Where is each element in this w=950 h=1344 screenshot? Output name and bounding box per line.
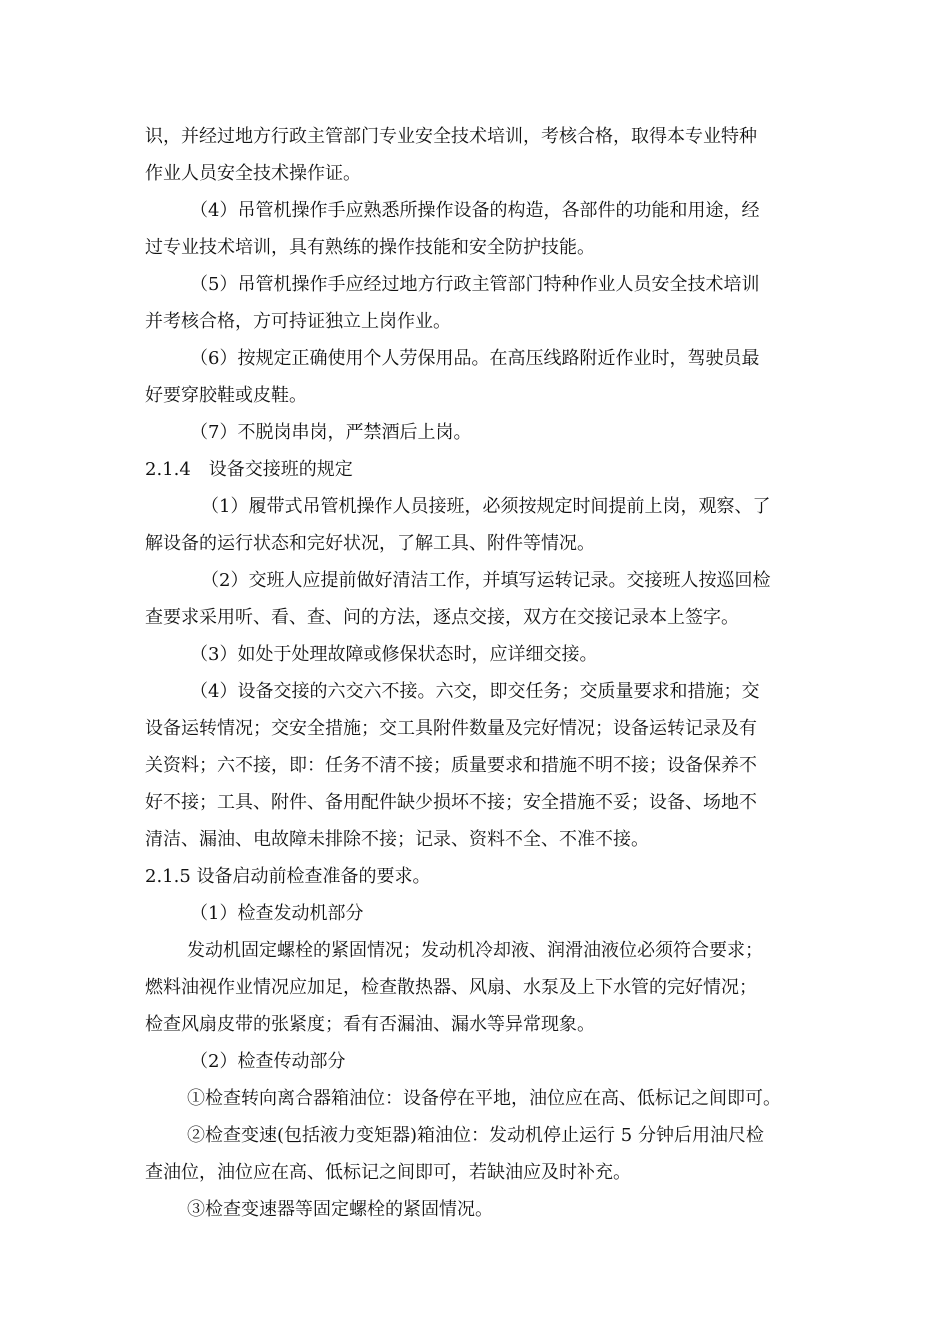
text-line: 燃料油视作业情况应加足，检查散热器、风扇、水泵及上下水管的完好情况； — [145, 977, 757, 998]
text-line: （7）不脱岗串岗，严禁酒后上岗。 — [190, 422, 472, 443]
text-line: （1）履带式吊管机操作人员接班，必须按规定时间提前上岗，观察、了 — [201, 496, 771, 517]
text-line: 设备运转情况；交安全措施；交工具附件数量及完好情况；设备运转记录及有 — [145, 718, 757, 739]
text-line: （1）检查发动机部分 — [190, 903, 364, 924]
text-line: 作业人员安全技术操作证。 — [145, 163, 361, 184]
text-line: 好要穿胶鞋或皮鞋。 — [145, 385, 307, 406]
text-line: 并考核合格，方可持证独立上岗作业。 — [145, 311, 451, 332]
text-line: 过专业技术培训，具有熟练的操作技能和安全防护技能。 — [145, 237, 595, 258]
section-heading: 2.1.5 设备启动前检查准备的要求。 — [145, 866, 431, 887]
text-line: 好不接；工具、附件、备用配件缺少损坏不接；安全措施不妥；设备、场地不 — [145, 792, 757, 813]
document-body — [145, 118, 810, 1228]
text-line: 解设备的运行状态和完好状况，了解工具、附件等情况。 — [145, 533, 595, 554]
text-line: ③检查变速器等固定螺栓的紧固情况。 — [187, 1199, 493, 1220]
text-line: （2）检查传动部分 — [190, 1051, 346, 1072]
text-line: ①检查转向离合器箱油位：设备停在平地，油位应在高、低标记之间即可。 — [187, 1088, 781, 1109]
section-heading: 2.1.4 设备交接班的规定 — [145, 459, 353, 480]
text-line: （4）吊管机操作手应熟悉所操作设备的构造，各部件的功能和用途，经 — [190, 200, 760, 221]
text-line: 查油位，油位应在高、低标记之间即可，若缺油应及时补充。 — [145, 1162, 631, 1183]
text-line: 检查风扇皮带的张紧度；看有否漏油、漏水等异常现象。 — [145, 1014, 595, 1035]
text-line: （2）交班人应提前做好清洁工作，并填写运转记录。交接班人按巡回检 — [201, 570, 771, 591]
text-line: ②检查变速(包括液力变矩器)箱油位：发动机停止运行 5 分钟后用油尺检 — [187, 1125, 764, 1146]
text-line: 查要求采用听、看、查、问的方法，逐点交接，双方在交接记录本上签字。 — [145, 607, 739, 628]
text-line: 识，并经过地方行政主管部门专业安全技术培训，考核合格，取得本专业特种 — [145, 126, 757, 147]
text-line: （4）设备交接的六交六不接。六交，即交任务；交质量要求和措施；交 — [190, 681, 760, 702]
text-line: 发动机固定螺栓的紧固情况；发动机冷却液、润滑油液位必须符合要求； — [187, 940, 763, 961]
text-line: （3）如处于处理故障或修保状态时，应详细交接。 — [190, 644, 598, 665]
text-line: 清洁、漏油、电故障未排除不接；记录、资料不全、不准不接。 — [145, 829, 649, 850]
text-line: （5）吊管机操作手应经过地方行政主管部门特种作业人员安全技术培训 — [190, 274, 760, 295]
text-line: 关资料；六不接，即：任务不清不接；质量要求和措施不明不接；设备保养不 — [145, 755, 757, 776]
text-line: （6）按规定正确使用个人劳保用品。在高压线路附近作业时，驾驶员最 — [190, 348, 760, 369]
